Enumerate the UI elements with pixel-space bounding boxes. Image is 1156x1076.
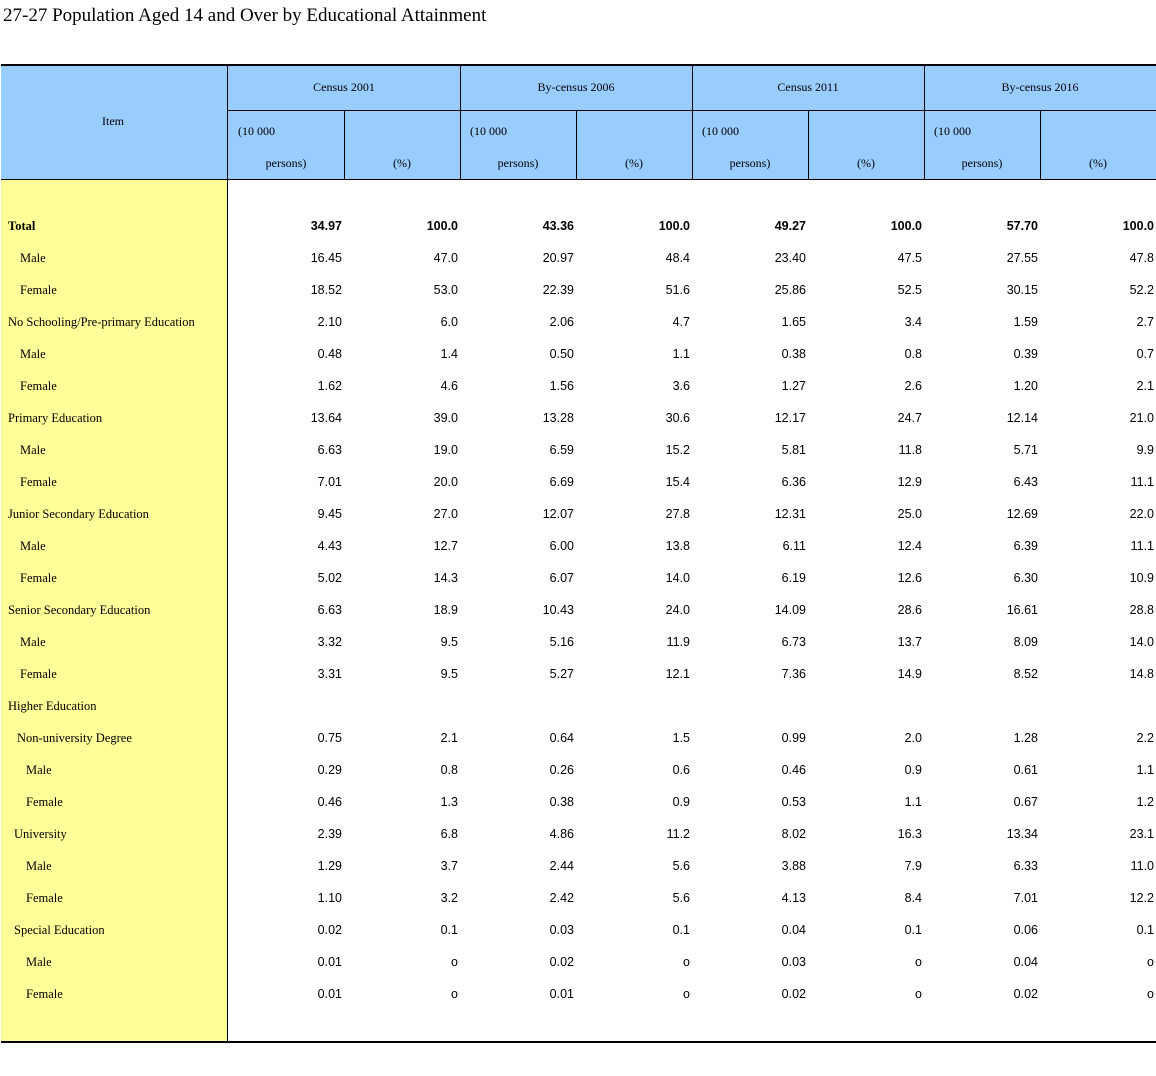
header-divider-lower (1, 179, 1156, 180)
table-cell: 3.31 (317, 667, 342, 681)
row-label: Junior Secondary Education (8, 507, 149, 521)
table-cell: 0.64 (549, 731, 574, 745)
table-cell: 13.34 (1006, 827, 1038, 841)
row-label: Female (26, 987, 63, 1001)
table-cell: 2.1 (1136, 379, 1154, 393)
table-cell: 3.88 (781, 859, 806, 873)
table-cell: 20.97 (542, 251, 574, 265)
table-cell: 0.8 (440, 763, 458, 777)
table-cell: 0.38 (781, 347, 806, 361)
table-cell: 0.04 (781, 923, 806, 937)
item-column-divider (227, 66, 228, 1041)
table-cell: 2.0 (904, 731, 922, 745)
table-cell: 0.50 (549, 347, 574, 361)
table-cell: 16.3 (897, 827, 922, 841)
table-cell: 25.86 (774, 283, 806, 297)
row-label: Non-university Degree (17, 731, 132, 745)
table-cell: 3.2 (440, 891, 458, 905)
table-cell: 1.28 (1013, 731, 1038, 745)
table-cell: 5.02 (317, 571, 342, 585)
table-cell: 28.8 (1129, 603, 1154, 617)
table-cell: 0.01 (549, 987, 574, 1001)
table-cell: 0.02 (1013, 987, 1038, 1001)
table-cell: 24.0 (665, 603, 690, 617)
table-cell: 6.33 (1013, 859, 1038, 873)
table-cell: 6.8 (440, 827, 458, 841)
table-cell: 2.6 (904, 379, 922, 393)
unit-header-line2: persons) (265, 156, 307, 170)
table-cell: 100.0 (890, 219, 922, 233)
table-cell: 4.7 (672, 315, 690, 329)
table-cell: 9.45 (317, 507, 342, 521)
row-label: Male (20, 539, 46, 553)
row-label: Female (20, 667, 57, 681)
table-cell: 12.9 (897, 475, 922, 489)
table-cell: o (451, 987, 458, 1001)
table-cell: 7.01 (317, 475, 342, 489)
table-cell: 0.29 (317, 763, 342, 777)
census-header: Census 2011 (777, 80, 839, 94)
table-cell: 3.7 (440, 859, 458, 873)
item-header: Item (102, 114, 124, 128)
table-cell: 1.59 (1013, 315, 1038, 329)
table-cell: 15.4 (665, 475, 690, 489)
unit-header-line1: (10 000 (470, 124, 507, 138)
table-cell: 0.03 (781, 955, 806, 969)
table-cell: 0.1 (672, 923, 690, 937)
table-cell: 0.48 (317, 347, 342, 361)
row-label: Total (8, 219, 36, 233)
table-cell: 6.00 (549, 539, 574, 553)
table-cell: 0.1 (440, 923, 458, 937)
table-cell: 0.04 (1013, 955, 1038, 969)
table-cell: 6.07 (549, 571, 574, 585)
table-cell: 27.55 (1006, 251, 1038, 265)
table-cell: 10.9 (1129, 571, 1154, 585)
table-cell: 5.27 (549, 667, 574, 681)
table-cell: 0.02 (549, 955, 574, 969)
table-cell: 1.20 (1013, 379, 1038, 393)
table-cell: 12.1 (665, 667, 690, 681)
row-label: Female (20, 283, 57, 297)
table-cell: 1.3 (440, 795, 458, 809)
table-cell: 6.63 (317, 443, 342, 457)
table-cell: 1.10 (317, 891, 342, 905)
row-label: University (14, 827, 67, 841)
table-cell: 6.59 (549, 443, 574, 457)
table-cell: 25.0 (897, 507, 922, 521)
table-cell: 16.45 (310, 251, 342, 265)
table-cell: 14.0 (1129, 635, 1154, 649)
table-cell: 23.1 (1129, 827, 1154, 841)
table-cell: 2.10 (317, 315, 342, 329)
row-label: Male (20, 347, 46, 361)
table-cell: 12.4 (897, 539, 922, 553)
row-label: Male (26, 763, 52, 777)
census-header: Census 2001 (313, 80, 375, 94)
table-cell: 0.61 (1013, 763, 1038, 777)
table-cell: 1.1 (672, 347, 690, 361)
table-cell: 0.01 (317, 955, 342, 969)
row-label: Senior Secondary Education (8, 603, 151, 617)
table-cell: 18.9 (433, 603, 458, 617)
table-cell: o (915, 987, 922, 1001)
table-cell: 0.1 (904, 923, 922, 937)
table-cell: 7.36 (781, 667, 806, 681)
table-cell: 9.5 (440, 667, 458, 681)
table-cell: 12.07 (542, 507, 574, 521)
table-cell: 15.2 (665, 443, 690, 457)
table-cell: 49.27 (774, 219, 806, 233)
table-cell: 14.3 (433, 571, 458, 585)
table-cell: 100.0 (426, 219, 458, 233)
table-cell: 1.62 (317, 379, 342, 393)
table-cell: 52.5 (897, 283, 922, 297)
row-label: Male (26, 859, 52, 873)
row-label: Female (20, 475, 57, 489)
table-cell: 6.0 (440, 315, 458, 329)
census-header: By-census 2006 (537, 80, 615, 94)
table-cell: 3.6 (672, 379, 690, 393)
table-cell: 21.0 (1129, 411, 1154, 425)
row-label: Male (20, 251, 46, 265)
table-cell: 14.0 (665, 571, 690, 585)
table-cell: 0.8 (904, 347, 922, 361)
table-cell: 14.9 (897, 667, 922, 681)
table-cell: 4.86 (549, 827, 574, 841)
table-cell: 52.2 (1129, 283, 1154, 297)
table-cell: 1.5 (672, 731, 690, 745)
table-cell: 47.8 (1129, 251, 1154, 265)
table-cell: 28.6 (897, 603, 922, 617)
table-cell: 5.6 (672, 859, 690, 873)
table-cell: 0.02 (317, 923, 342, 937)
table-cell: 11.9 (666, 635, 690, 649)
table-cell: 2.7 (1136, 315, 1154, 329)
pct-header: (%) (625, 156, 643, 170)
table-cell: 11.8 (898, 443, 922, 457)
table-cell: 11.0 (1130, 859, 1154, 873)
table-cell: 0.46 (317, 795, 342, 809)
table-cell: 13.7 (897, 635, 922, 649)
unit-header-line2: persons) (729, 156, 771, 170)
table-cell: 12.7 (433, 539, 458, 553)
table-cell: 1.65 (781, 315, 806, 329)
page-title: 27-27 Population Aged 14 and Over by Educational Attainment (3, 5, 487, 26)
table-cell: 6.30 (1013, 571, 1038, 585)
table-cell: 53.0 (433, 283, 458, 297)
table-cell: o (683, 955, 690, 969)
table-cell: 0.7 (1136, 347, 1154, 361)
table-cell: 0.39 (1013, 347, 1038, 361)
pct-header: (%) (857, 156, 875, 170)
table-cell: 2.42 (549, 891, 574, 905)
table-cell: 16.61 (1006, 603, 1038, 617)
table-cell: 6.69 (549, 475, 574, 489)
table-cell: 13.8 (665, 539, 690, 553)
row-label: Male (26, 955, 52, 969)
unit-header-line1: (10 000 (702, 124, 739, 138)
table-cell: 39.0 (433, 411, 458, 425)
table-cell: 22.39 (542, 283, 574, 297)
table-cell: 30.15 (1006, 283, 1038, 297)
pct-header: (%) (1089, 156, 1107, 170)
table-cell: 8.52 (1013, 667, 1038, 681)
row-label: Female (26, 795, 63, 809)
table-cell: 6.43 (1013, 475, 1038, 489)
row-label: Female (20, 571, 57, 585)
table-cell: 5.6 (672, 891, 690, 905)
table-cell: 100.0 (1122, 219, 1154, 233)
pct-header: (%) (393, 156, 411, 170)
table-cell: 9.5 (440, 635, 458, 649)
table-cell: 18.52 (310, 283, 342, 297)
census-header: By-census 2016 (1001, 80, 1079, 94)
table-cell: 2.44 (549, 859, 574, 873)
table-cell: 10.43 (542, 603, 574, 617)
table-cell: 0.53 (781, 795, 806, 809)
table-cell: o (915, 955, 922, 969)
table-cell: 1.4 (440, 347, 458, 361)
table-cell: 30.6 (665, 411, 690, 425)
table-cell: 1.1 (1136, 763, 1154, 777)
table-cell: 0.01 (317, 987, 342, 1001)
table-cell: o (451, 955, 458, 969)
row-label: No Schooling/Pre-primary Education (8, 315, 195, 329)
table-cell: 7.01 (1013, 891, 1038, 905)
table-cell: 4.13 (781, 891, 806, 905)
table-cell: 8.02 (781, 827, 806, 841)
table-cell: 9.9 (1136, 443, 1154, 457)
row-label: Male (20, 635, 46, 649)
table-cell: 24.7 (897, 411, 922, 425)
table-cell: 13.64 (310, 411, 342, 425)
unit-header-line1: (10 000 (238, 124, 275, 138)
table-cell: 51.6 (665, 283, 690, 297)
table-cell: 5.71 (1013, 443, 1038, 457)
table-cell: 8.09 (1013, 635, 1038, 649)
table-cell: 5.16 (549, 635, 574, 649)
unit-header-line2: persons) (497, 156, 539, 170)
table-cell: 0.6 (672, 763, 690, 777)
table-cell: 6.73 (781, 635, 806, 649)
table-cell: 12.69 (1006, 507, 1038, 521)
table-cell: 2.06 (549, 315, 574, 329)
table-cell: 4.43 (317, 539, 342, 553)
table-cell: 34.97 (310, 219, 342, 233)
table-cell: o (683, 987, 690, 1001)
table-cell: 5.81 (781, 443, 806, 457)
unit-header-line1: (10 000 (934, 124, 971, 138)
row-label: Male (20, 443, 46, 457)
table-cell: 6.11 (782, 539, 806, 553)
row-label: Primary Education (8, 411, 103, 425)
table-cell: 0.99 (781, 731, 806, 745)
table-cell: 6.36 (781, 475, 806, 489)
table-cell: 0.26 (549, 763, 574, 777)
table-cell: 0.06 (1013, 923, 1038, 937)
table-cell: 23.40 (774, 251, 806, 265)
table-cell: 0.1 (1136, 923, 1154, 937)
table-cell: 12.2 (1129, 891, 1154, 905)
table-cell: 0.46 (781, 763, 806, 777)
row-label: Female (26, 891, 63, 905)
unit-header-line2: persons) (961, 156, 1003, 170)
table-cell: 47.5 (897, 251, 922, 265)
table-cell: 8.4 (904, 891, 922, 905)
bottom-rule (1, 1041, 1156, 1043)
table-cell: 0.02 (781, 987, 806, 1001)
table-cell: 3.32 (317, 635, 342, 649)
table-cell: 3.4 (904, 315, 922, 329)
table-cell: 19.0 (433, 443, 458, 457)
table-cell: 2.39 (317, 827, 342, 841)
table-cell: 0.75 (317, 731, 342, 745)
table-cell: 13.28 (542, 411, 574, 425)
table-cell: 1.29 (317, 859, 342, 873)
table-cell: 7.9 (904, 859, 922, 873)
table-cell: 43.36 (542, 219, 574, 233)
table-cell: 0.67 (1013, 795, 1038, 809)
table-cell: 12.6 (897, 571, 922, 585)
table-cell: 20.0 (433, 475, 458, 489)
table-cell: 2.1 (440, 731, 458, 745)
table-cell: 27.0 (433, 507, 458, 521)
table-cell: 6.19 (781, 571, 806, 585)
table-cell: 6.39 (1013, 539, 1038, 553)
table-cell: 27.8 (665, 507, 690, 521)
table-cell: 14.09 (774, 603, 806, 617)
table-cell: 1.27 (781, 379, 806, 393)
table-cell: 4.6 (440, 379, 458, 393)
table-cell: 47.0 (433, 251, 458, 265)
table-cell: o (1147, 987, 1154, 1001)
table-cell: 11.1 (1130, 539, 1154, 553)
row-label: Female (20, 379, 57, 393)
table-cell: 11.1 (1130, 475, 1154, 489)
table-cell: 1.1 (904, 795, 922, 809)
table-cell: o (1147, 955, 1154, 969)
table-cell: 2.2 (1136, 731, 1154, 745)
table-cell: 12.14 (1006, 411, 1038, 425)
table-cell: 48.4 (665, 251, 690, 265)
table-cell: 22.0 (1129, 507, 1154, 521)
table-cell: 6.63 (317, 603, 342, 617)
table-cell: 14.8 (1129, 667, 1154, 681)
table-cell: 0.9 (672, 795, 690, 809)
education-table (1, 64, 1156, 1043)
table-cell: 0.03 (549, 923, 574, 937)
table-cell: 57.70 (1006, 219, 1038, 233)
table-cell: 1.56 (549, 379, 574, 393)
row-label: Higher Education (8, 699, 97, 713)
table-cell: 0.38 (549, 795, 574, 809)
table-cell: 1.2 (1136, 795, 1154, 809)
table-cell: 12.31 (774, 507, 806, 521)
top-rule (1, 64, 1156, 66)
table-cell: 11.2 (666, 827, 690, 841)
row-label: Special Education (14, 923, 105, 937)
table-cell: 12.17 (774, 411, 806, 425)
table-cell: 100.0 (658, 219, 690, 233)
table-cell: 0.9 (904, 763, 922, 777)
